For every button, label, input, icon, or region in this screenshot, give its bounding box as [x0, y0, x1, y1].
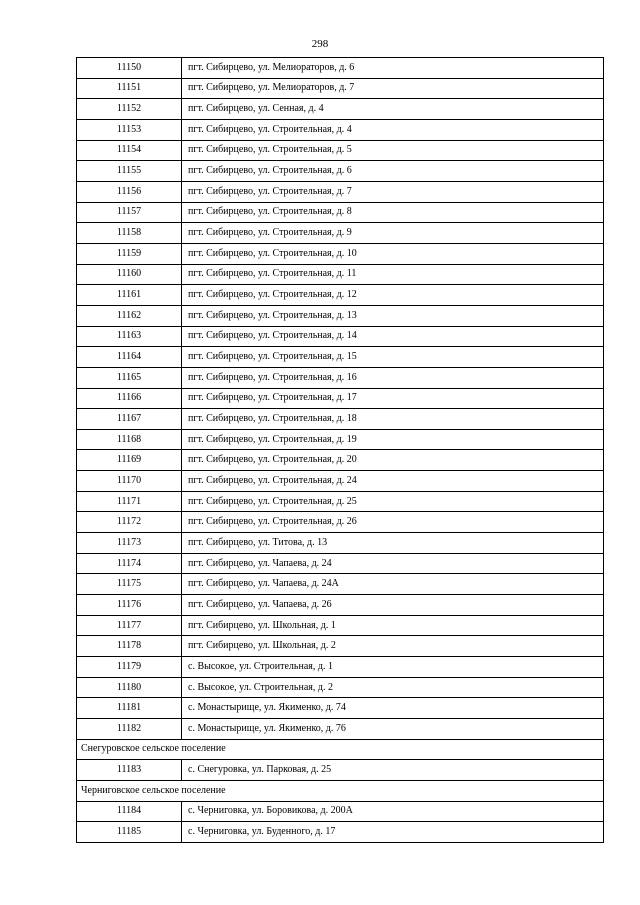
entry-address: пгт. Сибирцево, ул. Строительная, д. 26 [182, 512, 604, 533]
entry-number: 11156 [77, 181, 182, 202]
entry-number: 11183 [77, 760, 182, 781]
entry-number: 11178 [77, 636, 182, 657]
entry-address: пгт. Сибирцево, ул. Титова, д. 13 [182, 533, 604, 554]
entry-address: пгт. Сибирцево, ул. Строительная, д. 9 [182, 223, 604, 244]
table-row [77, 822, 604, 843]
entry-address: пгт. Сибирцево, ул. Чапаева, д. 26 [182, 595, 604, 616]
entry-address: с. Монастырище, ул. Якименко, д. 76 [182, 719, 604, 740]
entry-number: 11166 [77, 388, 182, 409]
entry-address: пгт. Сибирцево, ул. Строительная, д. 14 [182, 326, 604, 347]
table-row [77, 429, 604, 450]
table-row [77, 409, 604, 430]
entry-address: пгт. Сибирцево, ул. Строительная, д. 20 [182, 450, 604, 471]
entry-address: пгт. Сибирцево, ул. Мелиораторов, д. 7 [182, 78, 604, 99]
table-row [77, 533, 604, 554]
table-row [77, 223, 604, 244]
entry-address: пгт. Сибирцево, ул. Строительная, д. 16 [182, 367, 604, 388]
table-row [77, 801, 604, 822]
entry-number: 11154 [77, 140, 182, 161]
table-row [77, 140, 604, 161]
entry-address: с. Высокое, ул. Строительная, д. 1 [182, 657, 604, 678]
table-row [77, 347, 604, 368]
address-registry-table [76, 57, 604, 843]
table-row [77, 202, 604, 223]
section-title: Снегуровское сельское поселение [77, 739, 604, 760]
table-row [77, 677, 604, 698]
page-number: 298 [311, 38, 329, 50]
entry-number: 11168 [77, 429, 182, 450]
entry-number: 11175 [77, 574, 182, 595]
entry-number: 11151 [77, 78, 182, 99]
entry-number: 11185 [77, 822, 182, 843]
entry-address: пгт. Сибирцево, ул. Строительная, д. 19 [182, 429, 604, 450]
entry-address: пгт. Сибирцево, ул. Строительная, д. 10 [182, 243, 604, 264]
entry-address: пгт. Сибирцево, ул. Школьная, д. 1 [182, 615, 604, 636]
table-row [77, 698, 604, 719]
entry-number: 11179 [77, 657, 182, 678]
table-row [77, 388, 604, 409]
entry-number: 11150 [77, 58, 182, 79]
section-header-row [77, 739, 604, 760]
table-row [77, 181, 604, 202]
table-row [77, 305, 604, 326]
table-row [77, 161, 604, 182]
table-row [77, 719, 604, 740]
entry-number: 11163 [77, 326, 182, 347]
entry-number: 11180 [77, 677, 182, 698]
entry-address: с. Черниговка, ул. Буденного, д. 17 [182, 822, 604, 843]
entry-number: 11155 [77, 161, 182, 182]
section-title: Черниговское сельское поселение [77, 780, 604, 801]
table-row [77, 595, 604, 616]
entry-address: с. Черниговка, ул. Боровикова, д. 200А [182, 801, 604, 822]
entry-address: с. Монастырище, ул. Якименко, д. 74 [182, 698, 604, 719]
table-row [77, 471, 604, 492]
entry-number: 11159 [77, 243, 182, 264]
entry-number: 11174 [77, 553, 182, 574]
table-row [77, 326, 604, 347]
entry-address: с. Снегуровка, ул. Парковая, д. 25 [182, 760, 604, 781]
table-row [77, 243, 604, 264]
entry-number: 11177 [77, 615, 182, 636]
table-row [77, 574, 604, 595]
entry-number: 11157 [77, 202, 182, 223]
table-row [77, 657, 604, 678]
table-row [77, 78, 604, 99]
table-row [77, 119, 604, 140]
entry-number: 11182 [77, 719, 182, 740]
table-row [77, 512, 604, 533]
entry-number: 11164 [77, 347, 182, 368]
entry-number: 11161 [77, 285, 182, 306]
table-row [77, 636, 604, 657]
entry-number: 11165 [77, 367, 182, 388]
table-row [77, 285, 604, 306]
entry-number: 11172 [77, 512, 182, 533]
entry-address: пгт. Сибирцево, ул. Строительная, д. 4 [182, 119, 604, 140]
entry-number: 11171 [77, 491, 182, 512]
entry-number: 11184 [77, 801, 182, 822]
entry-address: пгт. Сибирцево, ул. Строительная, д. 15 [182, 347, 604, 368]
entry-address: пгт. Сибирцево, ул. Строительная, д. 6 [182, 161, 604, 182]
entry-address: пгт. Сибирцево, ул. Сенная, д. 4 [182, 99, 604, 120]
table-row [77, 491, 604, 512]
entry-number: 11176 [77, 595, 182, 616]
entry-address: пгт. Сибирцево, ул. Строительная, д. 12 [182, 285, 604, 306]
entry-number: 11169 [77, 450, 182, 471]
entry-number: 11170 [77, 471, 182, 492]
entry-number: 11173 [77, 533, 182, 554]
table-body [77, 58, 604, 843]
table-row [77, 450, 604, 471]
table-row [77, 264, 604, 285]
table-row [77, 367, 604, 388]
entry-address: пгт. Сибирцево, ул. Строительная, д. 24 [182, 471, 604, 492]
entry-number: 11158 [77, 223, 182, 244]
section-header-row [77, 780, 604, 801]
entry-address: пгт. Сибирцево, ул. Мелиораторов, д. 6 [182, 58, 604, 79]
entry-address: пгт. Сибирцево, ул. Строительная, д. 8 [182, 202, 604, 223]
entry-address: пгт. Сибирцево, ул. Строительная, д. 25 [182, 491, 604, 512]
entry-number: 11162 [77, 305, 182, 326]
entry-address: пгт. Сибирцево, ул. Строительная, д. 18 [182, 409, 604, 430]
entry-number: 11160 [77, 264, 182, 285]
entry-number: 11167 [77, 409, 182, 430]
entry-address: пгт. Сибирцево, ул. Строительная, д. 13 [182, 305, 604, 326]
entry-address: пгт. Сибирцево, ул. Школьная, д. 2 [182, 636, 604, 657]
table-row [77, 58, 604, 79]
entry-address: с. Высокое, ул. Строительная, д. 2 [182, 677, 604, 698]
entry-number: 11181 [77, 698, 182, 719]
entry-address: пгт. Сибирцево, ул. Строительная, д. 11 [182, 264, 604, 285]
entry-address: пгт. Сибирцево, ул. Чапаева, д. 24А [182, 574, 604, 595]
entry-number: 11152 [77, 99, 182, 120]
table-row [77, 99, 604, 120]
table-row [77, 615, 604, 636]
entry-address: пгт. Сибирцево, ул. Строительная, д. 17 [182, 388, 604, 409]
table-row [77, 553, 604, 574]
entry-address: пгт. Сибирцево, ул. Чапаева, д. 24 [182, 553, 604, 574]
table-row [77, 760, 604, 781]
entry-number: 11153 [77, 119, 182, 140]
entry-address: пгт. Сибирцево, ул. Строительная, д. 5 [182, 140, 604, 161]
entry-address: пгт. Сибирцево, ул. Строительная, д. 7 [182, 181, 604, 202]
